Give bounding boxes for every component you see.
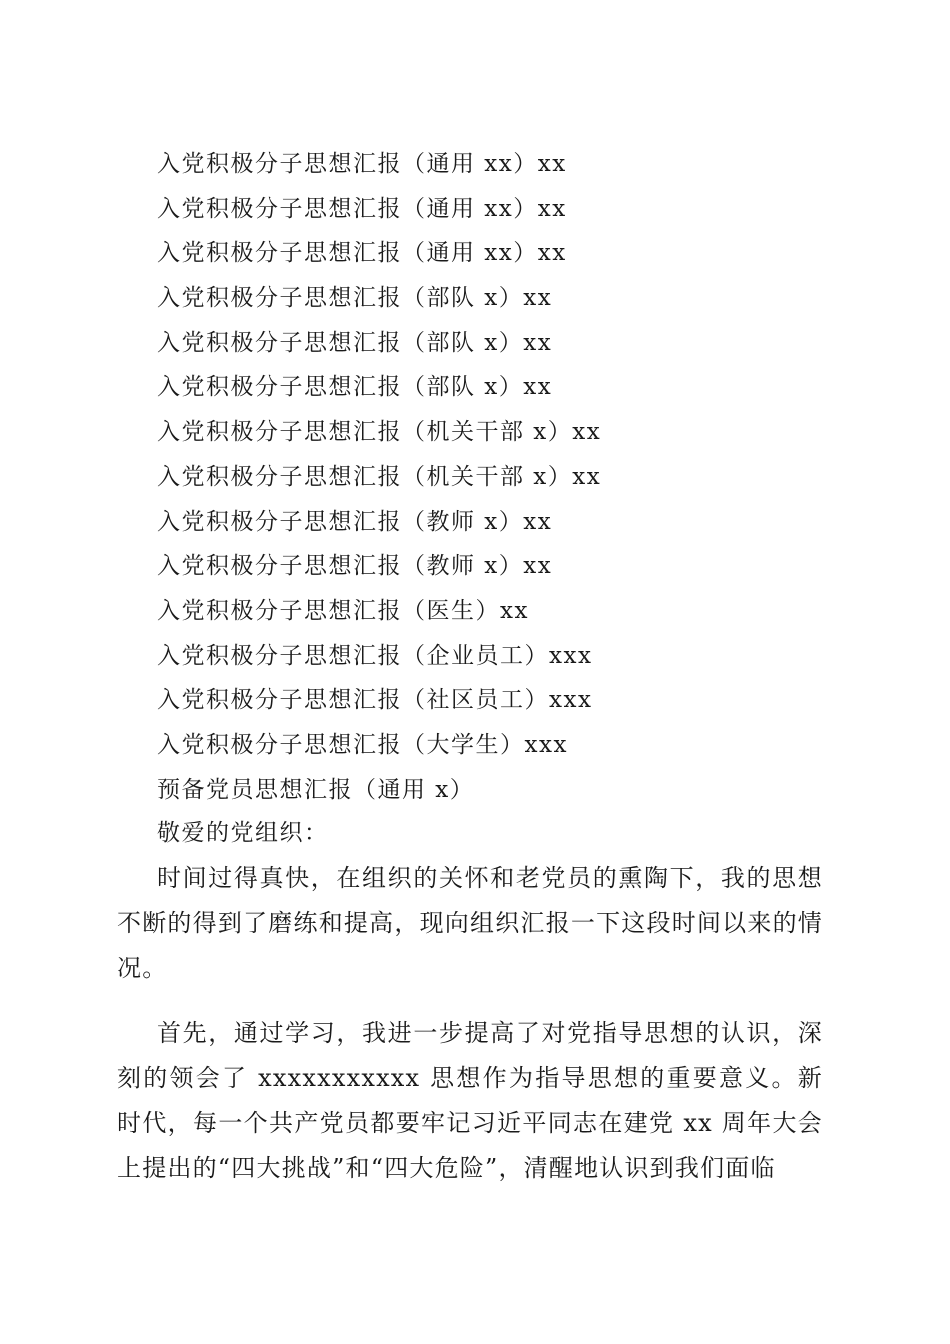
toc-item: 入党积极分子思想汇报（教师 x）xx bbox=[157, 508, 553, 535]
toc-item: 入党积极分子思想汇报（部队 x）xx bbox=[157, 285, 553, 312]
toc-item: 入党积极分子思想汇报（通用 xx）xx bbox=[157, 195, 567, 222]
toc-item: 入党积极分子思想汇报（医生）xx bbox=[157, 597, 529, 624]
toc-item: 入党积极分子思想汇报（部队 x）xx bbox=[157, 374, 553, 401]
toc-item: 入党积极分子思想汇报（通用 xx）xx bbox=[157, 240, 567, 267]
toc-item: 入党积极分子思想汇报（大学生）xxx bbox=[157, 731, 568, 758]
body-paragraph: 时间过得真快，在组织的关怀和老党员的熏陶下，我的思想不断的得到了磨练和提高，现向组织汇报一下这段时间以来的情况。 bbox=[117, 864, 823, 982]
body-paragraph: 首先，通过学习，我进一步提高了对党指导思想的认识，深刻的领会了 xxxxxxxxxxx 思想作为指导思想的重要意义。新时代，每一个共产党员都要牢记习近平同志在建党 xx 周年大会上提出的“四大挑战”和“四大危险”，清醒地认识到我们面临 bbox=[117, 1019, 823, 1182]
toc-item: 入党积极分子思想汇报（教师 x）xx bbox=[157, 553, 553, 580]
toc-item: 预备党员思想汇报（通用 x） bbox=[157, 776, 475, 803]
toc-item: 入党积极分子思想汇报（机关干部 x）xx bbox=[157, 419, 602, 446]
toc-item: 入党积极分子思想汇报（通用 xx）xx bbox=[157, 151, 567, 177]
toc-item: 入党积极分子思想汇报（企业员工）xxx bbox=[157, 642, 593, 669]
salutation: 敬爱的党组织： bbox=[157, 820, 329, 846]
toc-item: 入党积极分子思想汇报（机关干部 x）xx bbox=[157, 463, 602, 490]
toc-item: 入党积极分子思想汇报（部队 x）xx bbox=[157, 329, 553, 356]
toc-item: 入党积极分子思想汇报（社区员工）xxx bbox=[157, 687, 593, 714]
table-of-contents bbox=[157, 142, 601, 812]
